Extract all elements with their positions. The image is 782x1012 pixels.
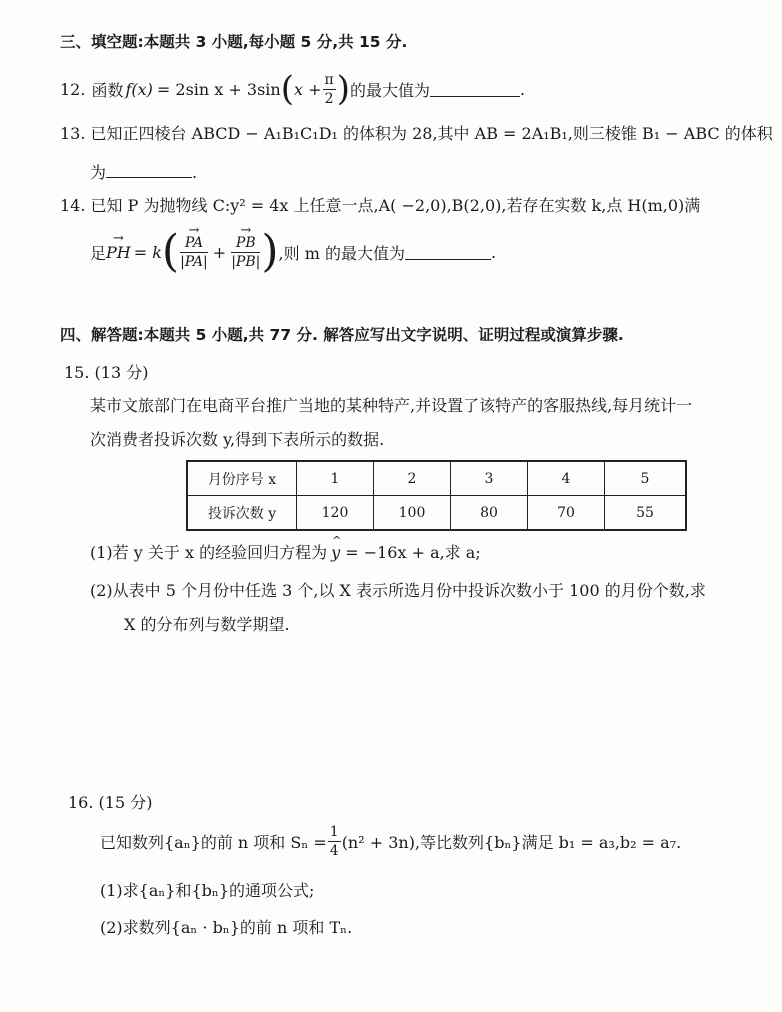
question-13-line2 [90,160,197,183]
q12-pi: π [324,71,334,88]
q12-answer-blank[interactable] [430,95,520,97]
q14-text: 已知 P 为抛物线 C:y² = 4x 上任意一点,A( −2,0),B(2,0),若存在实数 k,点 H(m,0)满 [90,196,701,215]
q13-answer-blank[interactable] [106,176,192,178]
q15-part2-line1: (2)从表中 5 个月份中任选 3 个,以 X 表示所选月份中投诉次数小于 100 的月份个数,求 [90,581,706,600]
q14-end: . [490,242,497,262]
table-row [187,461,686,496]
q15-paragraph-line2: 次消费者投诉次数 y,得到下表所示的数据. [90,430,385,449]
q14-fraction-pb [231,236,260,269]
q16-number: 16. (15 分) [68,793,153,812]
q16-fraction [328,825,341,858]
q16-frac-den: 4 [329,842,339,859]
table-cell: 2 [374,461,451,496]
q12-right-paren: ) [336,69,350,109]
table-header-month: 月份序号 x [187,461,297,496]
q14-right-paren: ) [261,226,279,277]
q16-part1: (1)求{aₙ}和{bₙ}的通项公式; [100,881,315,900]
question-14-line1 [60,193,700,216]
q13-text: 已知正四棱台 ABCD − A₁B₁C₁D₁ 的体积为 28,其中 AB = 2A₁B₁,则三棱锥 B₁ − ABC 的体积 [90,124,773,143]
table-cell: 1 [297,461,374,496]
q14-vector-ph: → PH [106,243,131,262]
q14-number: 14. [60,196,86,215]
q12-expression: = 2sin x + 3sin [156,79,281,99]
section-3-title: 三、填空题:本题共 3 小题,每小题 5 分,共 15 分. [60,33,408,51]
table-cell: 100 [374,496,451,531]
q14-answer-blank[interactable] [405,258,491,260]
q13-number: 13. [60,124,86,143]
q16-text-b: (n² + 3n),等比数列{bₙ}满足 b₁ = a₃,b₂ = a₇. [341,832,682,852]
q12-fraction [323,73,336,106]
q14-fraction-pa [180,236,208,269]
table-cell: 80 [451,496,528,531]
q16-part2: (2)求数列{aₙ · bₙ}的前 n 项和 Tₙ. [100,918,353,937]
table-row [187,496,686,531]
q15-part1-text-b: = −16x + a,求 a; [340,543,481,562]
q12-x-plus: x + [293,79,322,99]
q13-end: . [192,163,198,182]
q15-yhat: ^ y [331,543,340,562]
section-4-title: 四、解答题:本题共 5 小题,共 77 分. 解答应写出文字说明、证明过程或演算步骤. [60,326,624,344]
q15-part1-text-a: (1)若 y 关于 x 的经验回归方程为 [90,543,328,562]
q12-function: f(x) [125,79,153,99]
question-13-line1 [60,121,773,144]
table-cell: 3 [451,461,528,496]
q15-data-table [186,460,687,531]
table-cell: 5 [605,461,687,496]
q14-vector-pa: → PA [185,236,203,250]
q15-part1 [90,540,481,563]
q14-plus: + [212,242,227,262]
question-14-line2 [90,226,496,278]
q16-frac-num: 1 [329,823,339,840]
q14-vector-pb: → PB [236,236,256,250]
q12-text-a: 函数 [91,80,124,100]
table-header-complaints: 投诉次数 y [187,496,297,531]
q14-eq-k: = k [133,242,162,262]
q14-abs-pa: |PA| [180,253,208,270]
q14-left-paren: ( [161,226,180,277]
table-cell: 55 [605,496,687,531]
q15-part2-line2: X 的分布列与数学期望. [124,615,290,634]
q16-line1 [100,822,681,860]
q14-text-b: ,则 m 的最大值为 [278,243,405,263]
q13-text-wei: 为 [90,163,107,182]
table-cell: 120 [297,496,374,531]
q16-text-a: 已知数列{aₙ}的前 n 项和 Sₙ = [100,832,327,852]
q12-left-paren: ( [280,69,294,109]
q12-two: 2 [324,90,334,107]
q12-number: 12. [60,79,86,99]
q12-text-c: 的最大值为 [349,80,430,100]
q14-abs-pb: |PB| [231,253,261,270]
q14-text-zu: 足 [90,243,107,263]
q15-number: 15. (13 分) [64,363,149,382]
table-cell: 4 [528,461,605,496]
q15-paragraph-line1: 某市文旅部门在电商平台推广当地的某种特产,并设置了该特产的客服热线,每月统计一 [90,396,693,415]
table-cell: 70 [528,496,605,531]
question-12 [60,69,526,109]
q12-end: . [519,79,526,99]
